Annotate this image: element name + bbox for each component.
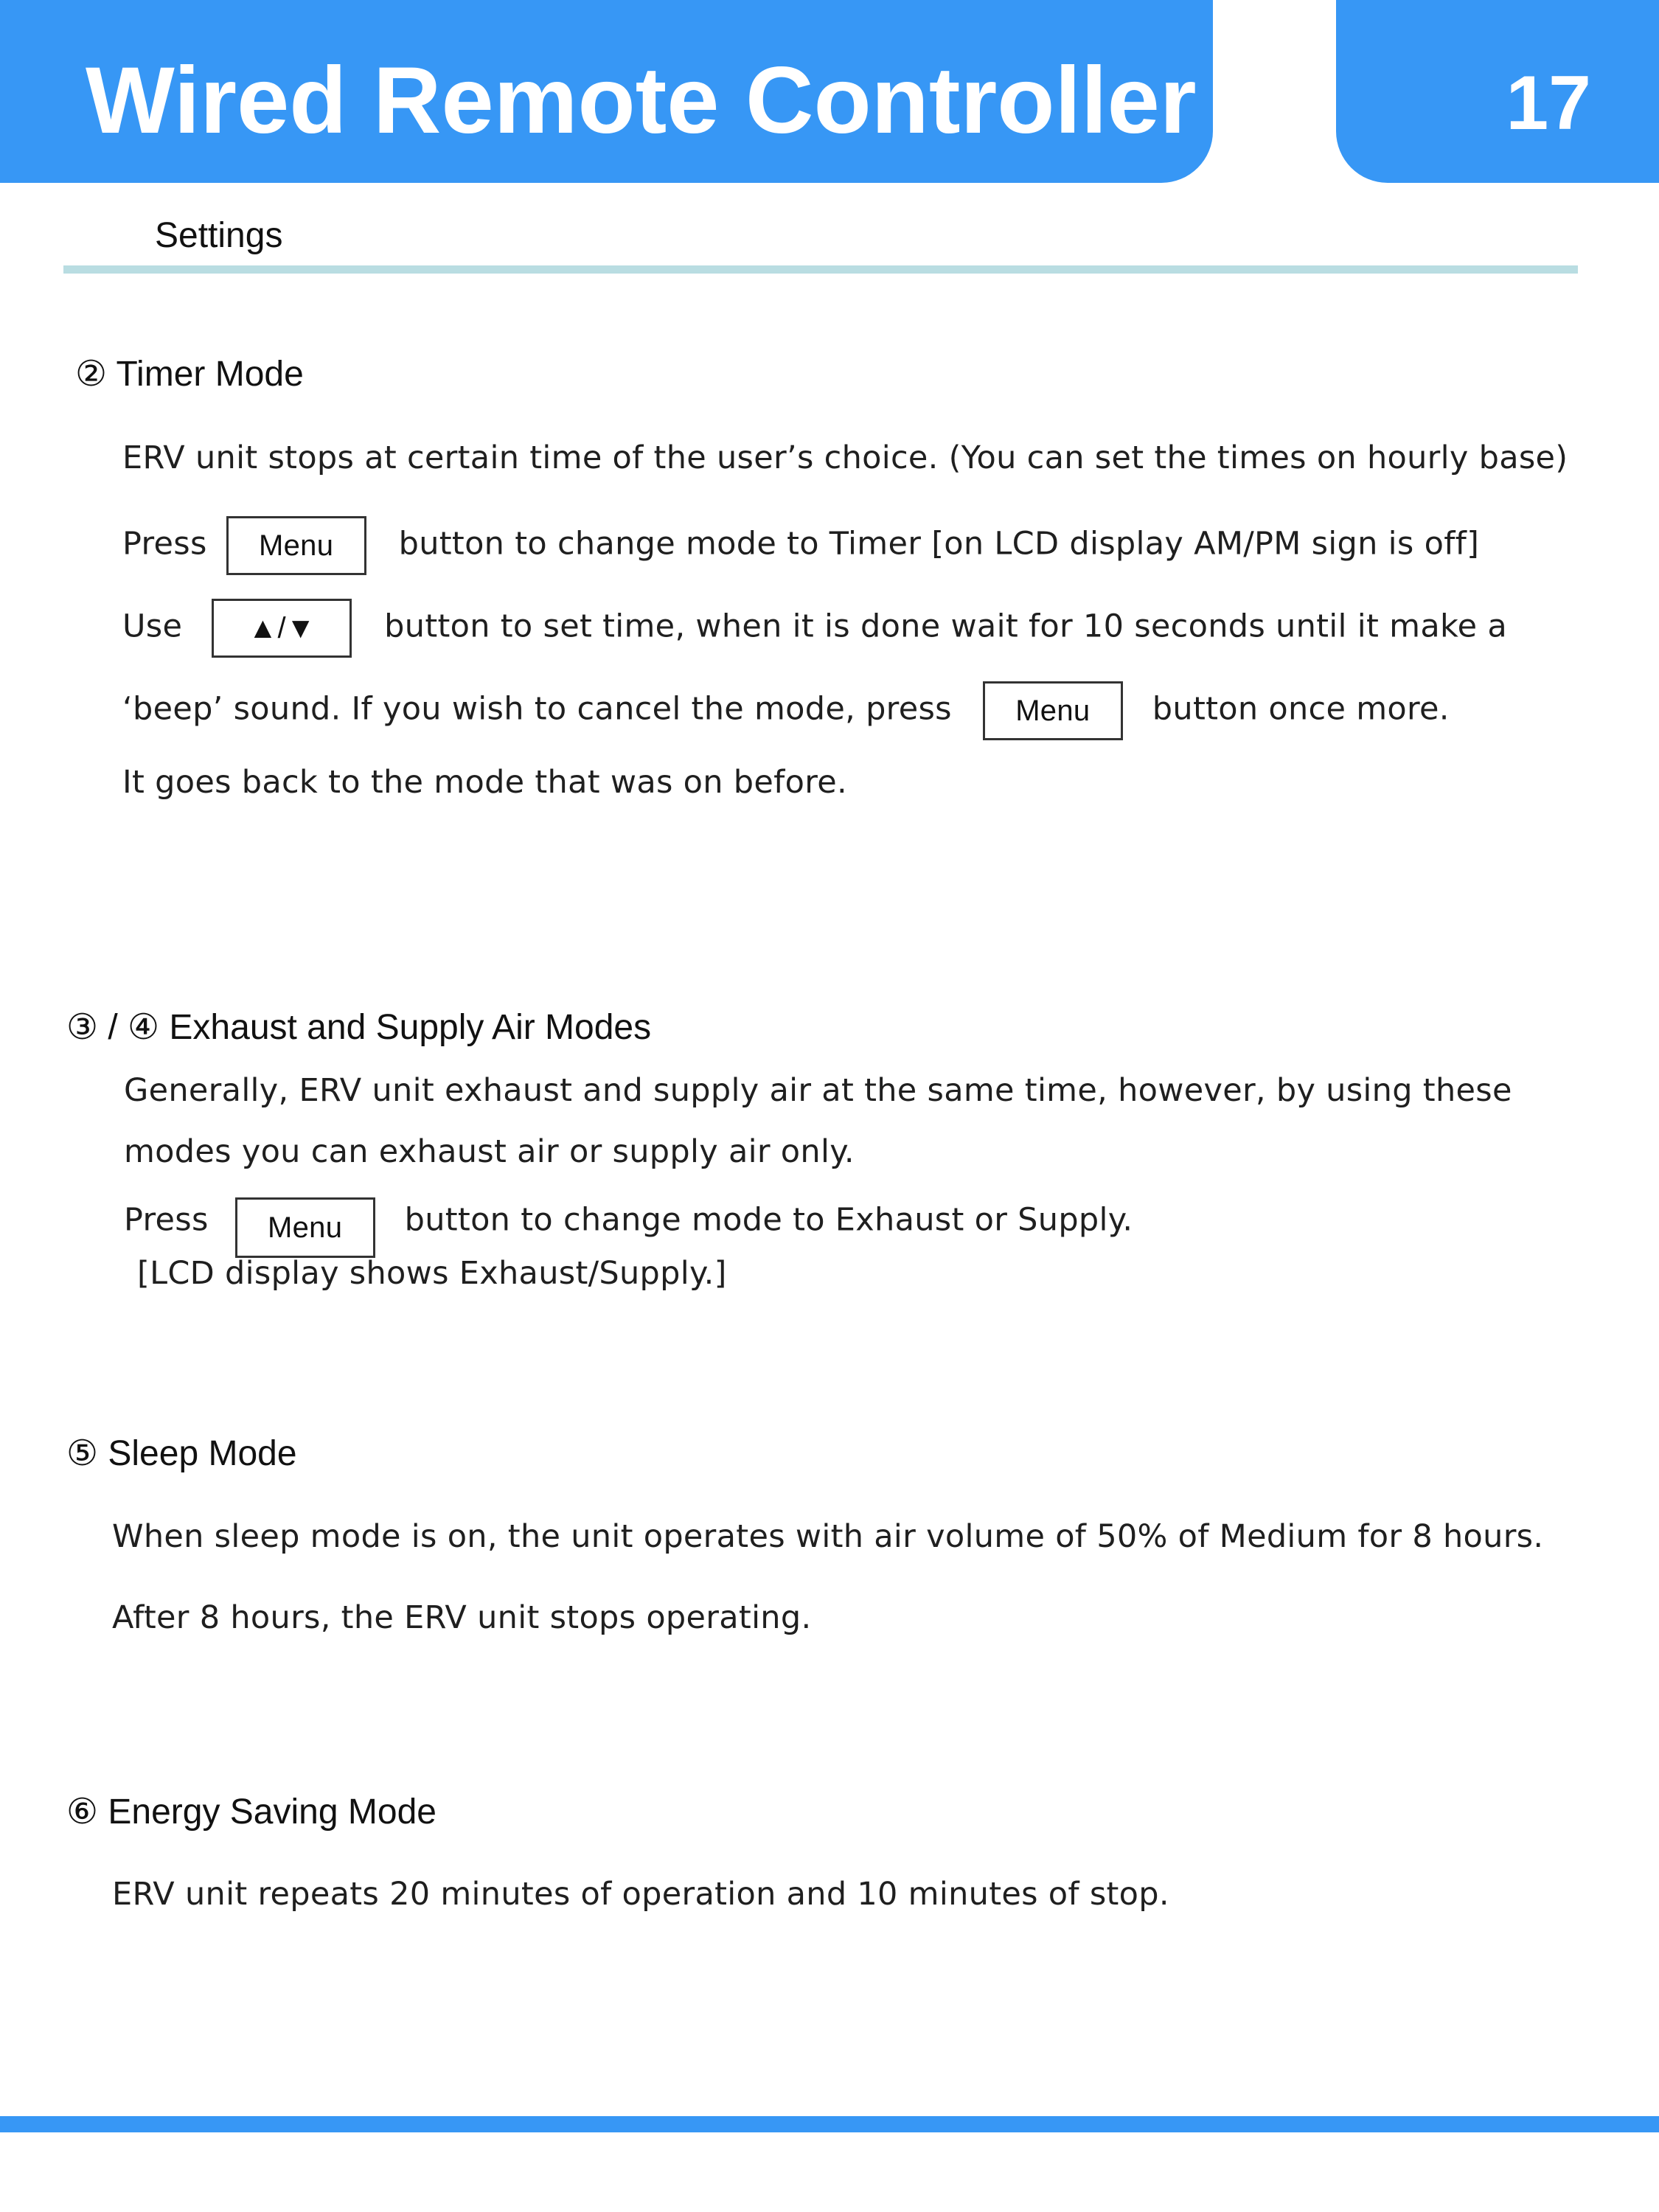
- press-text: Press: [124, 1201, 209, 1239]
- exhaust-press-line: [124, 1192, 1133, 1252]
- timer-mode-heading: ② Timer Mode: [75, 355, 304, 394]
- header-bar: [0, 0, 1213, 183]
- page-number: 17: [1506, 60, 1591, 146]
- beep-text: ‘beep’ sound. If you wish to cancel the mode, press: [122, 690, 952, 728]
- timer-mode-description: ERV unit stops at certain time of the user’s choice. (You can set the times on hourly base): [122, 439, 1568, 476]
- up-down-arrow-button: ▲/▼: [212, 599, 352, 658]
- section-label: Settings: [155, 216, 283, 255]
- footer-rule: [0, 2116, 1659, 2132]
- press-text: Press: [122, 525, 207, 563]
- menu-button: Menu: [235, 1197, 375, 1258]
- page-title: Wired Remote Controller: [86, 48, 1197, 153]
- page-number-tab: [1336, 0, 1659, 183]
- exhaust-lcd-text: [LCD display shows Exhaust/Supply.]: [137, 1255, 727, 1292]
- use-text: Use: [122, 608, 183, 645]
- timer-press-line: [122, 516, 1479, 575]
- exhaust-line-1: Generally, ERV unit exhaust and supply air at the same time, however, by using these: [124, 1072, 1512, 1109]
- timer-beep-line: [122, 681, 1450, 740]
- press-rest-text: button to change mode to Timer [on LCD display AM/PM sign is off]: [398, 525, 1480, 563]
- sleep-line-2: After 8 hours, the ERV unit stops operating.: [112, 1599, 812, 1636]
- exhaust-line-2: modes you can exhaust air or supply air only.: [124, 1133, 855, 1170]
- sleep-line-1: When sleep mode is on, the unit operates with air volume of 50% of Medium for 8 hours.: [112, 1518, 1544, 1555]
- use-rest-text: button to set time, when it is done wait for 10 seconds until it make a: [384, 608, 1508, 645]
- timer-use-line: [122, 599, 1507, 658]
- energy-saving-heading: ⑥ Energy Saving Mode: [66, 1792, 437, 1832]
- energy-line-1: ERV unit repeats 20 minutes of operation and 10 minutes of stop.: [112, 1876, 1169, 1913]
- section-divider: [63, 265, 1578, 274]
- sleep-mode-heading: ⑤ Sleep Mode: [66, 1434, 297, 1473]
- menu-button: Menu: [983, 681, 1123, 740]
- timer-back-text: It goes back to the mode that was on before.: [122, 764, 847, 801]
- menu-button: Menu: [226, 516, 366, 575]
- press-rest-text: button to change mode to Exhaust or Supply.: [404, 1201, 1133, 1239]
- once-more-text: button once more.: [1152, 690, 1450, 728]
- exhaust-supply-heading: ③ / ④ Exhaust and Supply Air Modes: [66, 1008, 652, 1047]
